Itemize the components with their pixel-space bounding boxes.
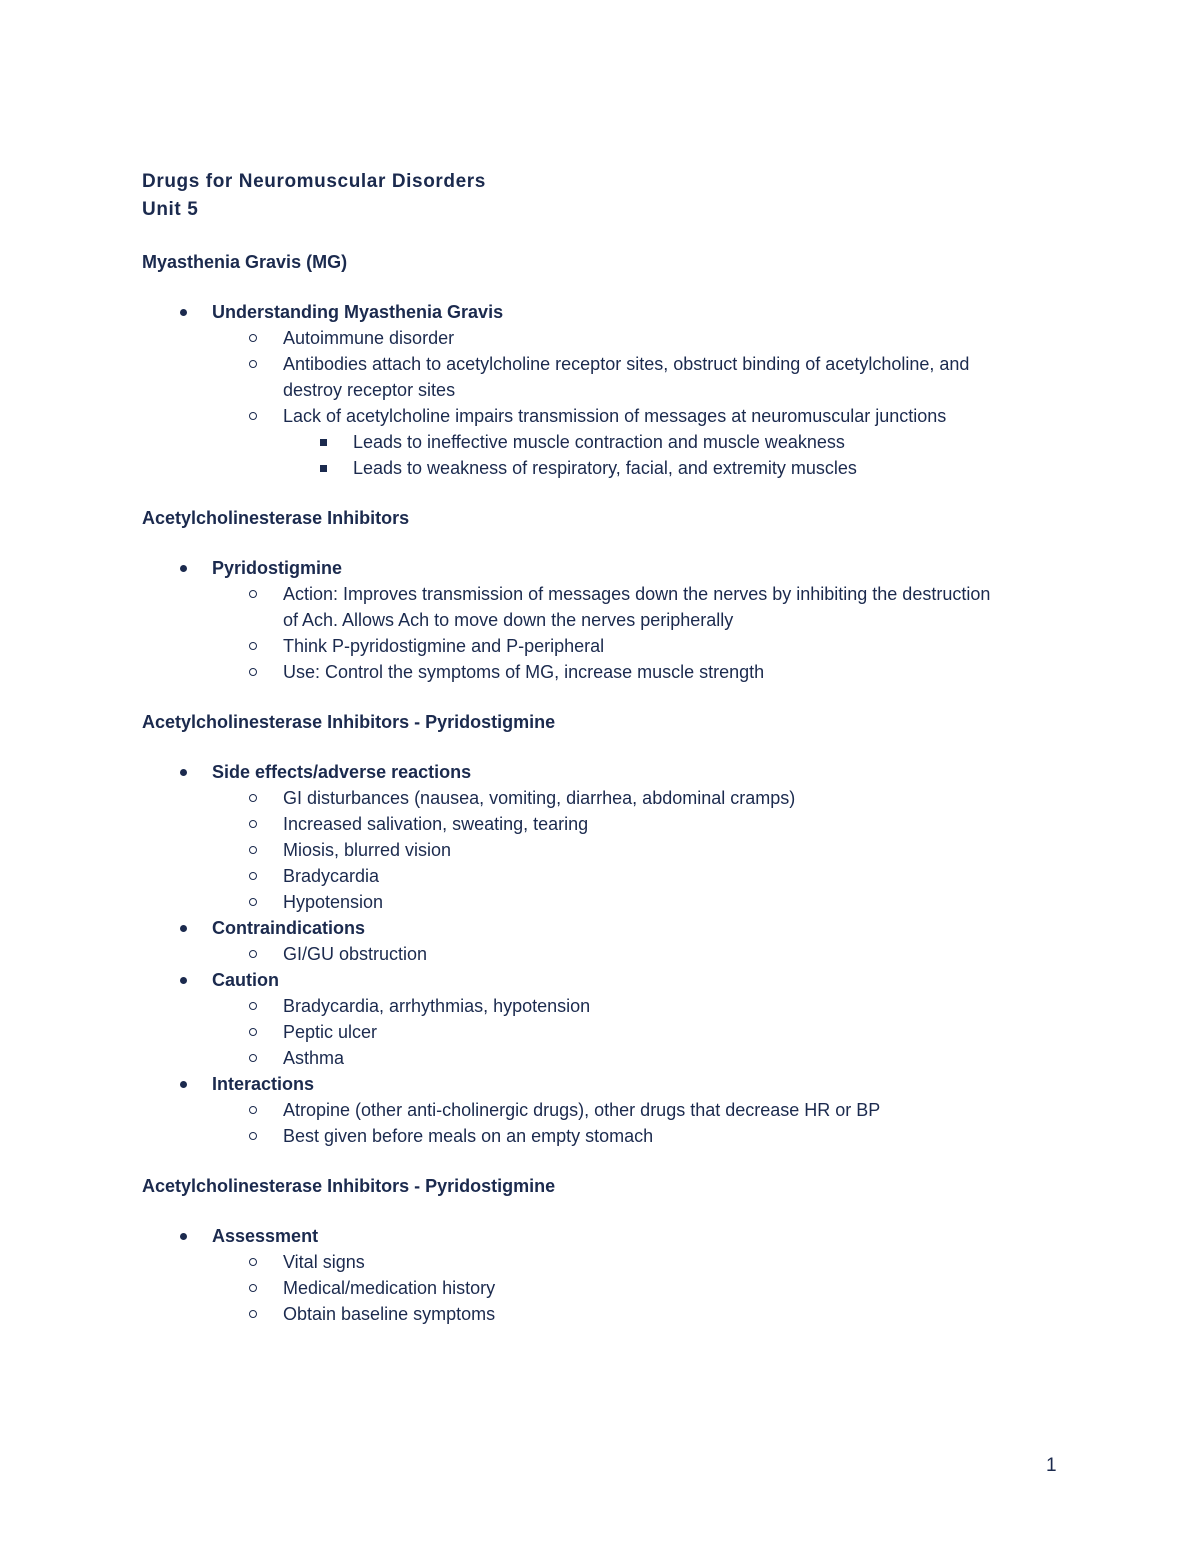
bullet-dot-icon [180, 309, 187, 316]
bullet-ring-icon [249, 1002, 257, 1010]
bullet-dot-icon [180, 1081, 187, 1088]
list-item-level1 [142, 555, 1072, 581]
bullet-ring-icon [249, 846, 257, 854]
list-item-level1 [142, 915, 1072, 941]
bullet-ring-icon [249, 872, 257, 880]
bullet-ring-icon [249, 1310, 257, 1318]
bullet-ring-icon [249, 898, 257, 906]
list-item-label: Understanding Myasthenia Gravis [212, 302, 504, 322]
list-item-text: Miosis, blurred vision [283, 840, 452, 860]
bullet-ring-icon [249, 950, 257, 958]
list-item-text: Leads to weakness of respiratory, facial, and extremity muscles [353, 458, 857, 478]
list-item-text: Lack of acetylcholine impairs transmission of messages at neuromuscular junctions [283, 406, 947, 426]
list-item-level1 [142, 1223, 1072, 1249]
list-item-level2 [142, 1097, 1072, 1123]
list-item-label: Side effects/adverse reactions [212, 762, 472, 782]
bullet-ring-icon [249, 1258, 257, 1266]
list-item-level2 [142, 581, 1072, 633]
bullet-square-icon [320, 465, 327, 472]
bullet-ring-icon [249, 1028, 257, 1036]
bullet-ring-icon [249, 590, 257, 598]
list-item-level2 [142, 659, 1072, 685]
list-item-level2 [142, 403, 1072, 429]
list-item-level2 [142, 941, 1072, 967]
list-item-level2 [142, 811, 1072, 837]
section-heading: Acetylcholinesterase Inhibitors [142, 508, 410, 528]
bullet-ring-icon [249, 794, 257, 802]
bullet-ring-icon [249, 1132, 257, 1140]
bullet-ring-icon [249, 1054, 257, 1062]
list-item-text: Think P-pyridostigmine and P-peripheral [283, 636, 605, 656]
list-item-level1 [142, 759, 1072, 785]
list-item-text: Atropine (other anti-cholinergic drugs), other drugs that decrease HR or BP [283, 1100, 881, 1120]
list-item-level2 [142, 1019, 1072, 1045]
list-item-text: Action: Improves transmission of messages down the nerves by inhibiting the destruction [283, 584, 991, 604]
list-item-text: Obtain baseline symptoms [283, 1304, 496, 1324]
list-item-label: Caution [212, 970, 279, 990]
list-item-level1 [142, 299, 1072, 325]
list-item-label: Pyridostigmine [212, 558, 343, 578]
list-item-text-continued: of Ach. Allows Ach to move down the nerves peripherally [283, 610, 734, 630]
list-item-level3 [142, 429, 1072, 455]
list-item-text: Medical/medication history [283, 1278, 496, 1298]
list-item-level2 [142, 1045, 1072, 1071]
list-item-level2 [142, 1123, 1072, 1149]
list-item-text: Increased salivation, sweating, tearing [283, 814, 589, 834]
list-item-level2 [142, 1301, 1072, 1327]
bullet-dot-icon [180, 977, 187, 984]
list-item-label: Interactions [212, 1074, 315, 1094]
list-item-text: Bradycardia [283, 866, 380, 886]
bullet-ring-icon [249, 334, 257, 342]
list-item-text: Best given before meals on an empty stomach [283, 1126, 654, 1146]
list-item-text-continued: destroy receptor sites [283, 380, 456, 400]
list-item-text: GI/GU obstruction [283, 944, 428, 964]
list-item-label: Assessment [212, 1226, 319, 1246]
bullet-ring-icon [249, 360, 257, 368]
list-item-level2 [142, 351, 1072, 403]
document-unit: Unit 5 [142, 199, 199, 220]
list-item-level2 [142, 889, 1072, 915]
list-item-text: Vital signs [283, 1252, 365, 1272]
bullet-dot-icon [180, 1233, 187, 1240]
document-page [142, 168, 1072, 1327]
bullet-ring-icon [249, 1106, 257, 1114]
bullet-ring-icon [249, 642, 257, 650]
document-body [142, 249, 1072, 1327]
list-item-label: Contraindications [212, 918, 366, 938]
list-item-level2 [142, 325, 1072, 351]
bullet-ring-icon [249, 668, 257, 676]
bullet-ring-icon [249, 412, 257, 420]
list-item-text: Asthma [283, 1048, 345, 1068]
page-number: 1 [1046, 1455, 1057, 1476]
list-item-level1 [142, 1071, 1072, 1097]
list-item-text: Autoimmune disorder [283, 328, 455, 348]
document-title: Drugs for Neuromuscular Disorders [142, 171, 486, 192]
list-item-level2 [142, 1249, 1072, 1275]
section-heading: Acetylcholinesterase Inhibitors - Pyridostigmine [142, 712, 556, 732]
list-item-level2 [142, 1275, 1072, 1301]
list-item-level3 [142, 455, 1072, 481]
list-item-level2 [142, 633, 1072, 659]
section-heading: Acetylcholinesterase Inhibitors - Pyridostigmine [142, 1176, 556, 1196]
bullet-dot-icon [180, 565, 187, 572]
bullet-ring-icon [249, 820, 257, 828]
list-item-text: GI disturbances (nausea, vomiting, diarrhea, abdominal cramps) [283, 788, 796, 808]
list-item-level1 [142, 967, 1072, 993]
list-item-text: Use: Control the symptoms of MG, increase muscle strength [283, 662, 765, 682]
list-item-text: Bradycardia, arrhythmias, hypotension [283, 996, 591, 1016]
list-item-level2 [142, 863, 1072, 889]
list-item-text: Antibodies attach to acetylcholine receptor sites, obstruct binding of acetylcholine, and [283, 354, 970, 374]
bullet-square-icon [320, 439, 327, 446]
list-item-text: Leads to ineffective muscle contraction and muscle weakness [353, 432, 845, 452]
list-item-level2 [142, 837, 1072, 863]
bullet-dot-icon [180, 925, 187, 932]
list-item-text: Hypotension [283, 892, 384, 912]
bullet-dot-icon [180, 769, 187, 776]
section-heading: Myasthenia Gravis (MG) [142, 252, 348, 272]
bullet-ring-icon [249, 1284, 257, 1292]
list-item-level2 [142, 993, 1072, 1019]
list-item-text: Peptic ulcer [283, 1022, 378, 1042]
list-item-level2 [142, 785, 1072, 811]
